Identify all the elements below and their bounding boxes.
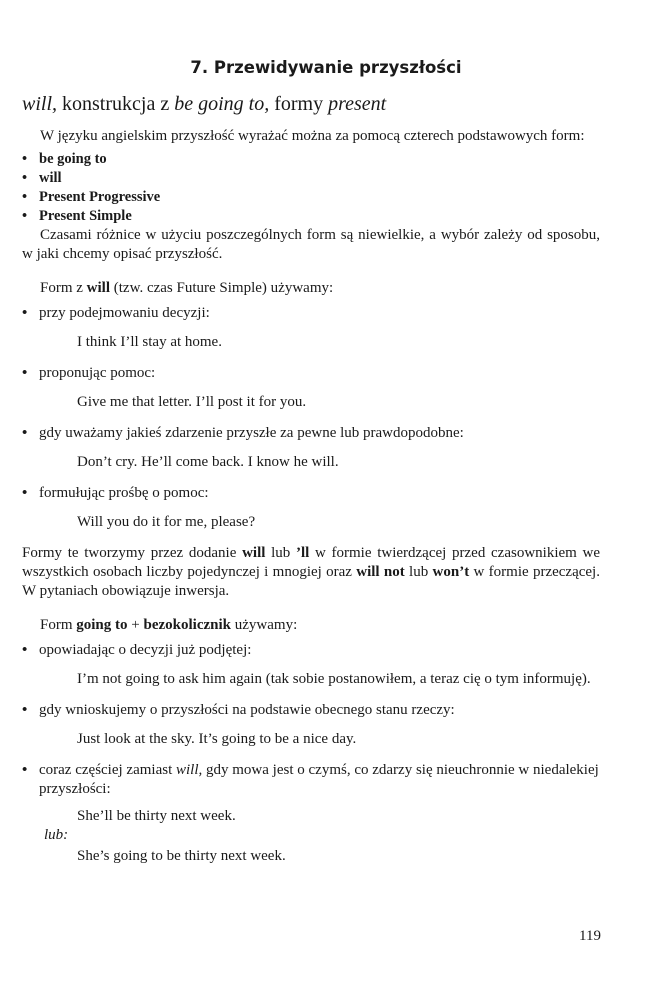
rule-bold: will not <box>356 564 405 580</box>
or-label: lub: <box>44 827 69 843</box>
going-use-inevitable <box>22 761 600 799</box>
example-sentence: Don’t cry. He’ll come back. I know he will. <box>77 454 339 470</box>
page-body <box>22 58 600 866</box>
heading-text-1: konstrukcja z <box>57 93 175 115</box>
heading-be-going-to: be going to, <box>174 93 270 115</box>
rule-bold: will <box>242 545 266 561</box>
section-heading <box>22 95 600 114</box>
list-item: • will <box>22 169 600 188</box>
heading-will: will, <box>22 93 58 115</box>
rule-text: lub <box>404 564 433 580</box>
use-text: coraz częściej zamiast <box>39 762 176 778</box>
rule-text: w formie twierdzącej przed czasownikiem we wszystkich osobach liczby pojedynczej i mnogiej oraz <box>22 545 600 580</box>
example-sentence: She’s going to be thirty next week. <box>77 848 286 864</box>
will-lead-text: Form z <box>40 280 87 296</box>
will-use-request: • formułując prośbę o pomoc: <box>22 484 600 503</box>
example-sentence: I think I’ll stay at home. <box>77 334 222 350</box>
will-lead-bold: will <box>86 280 111 296</box>
rule-text: lub <box>265 545 296 561</box>
example-sentence: Give me that letter. I’ll post it for you. <box>77 394 307 410</box>
going-lead-text-2: używamy: <box>231 617 298 633</box>
going-lead-bold-2: bezokolicznik <box>143 617 232 633</box>
will-rule-paragraph <box>22 544 600 601</box>
intro-paragraph: W języku angielskim przyszłość wyrażać można za pomocą czterech podstawowych form: <box>40 128 585 144</box>
going-lead-plus: + <box>127 617 144 633</box>
rule-bold: ’ll <box>295 545 310 561</box>
use-text-2: gdy mowa jest o czymś, co zdarzy się nieuchronnie w niedalekiej przyszłości: <box>39 762 599 797</box>
will-lead <box>22 279 600 298</box>
forms-list <box>22 150 600 226</box>
going-use-decision: • opowiadając o decyzji już podjętej: <box>22 641 600 660</box>
heading-present: present <box>328 93 387 115</box>
going-lead-text: Form <box>40 617 77 633</box>
use-italic: will, <box>176 762 203 778</box>
list-item: • be going to <box>22 150 600 169</box>
example-sentence: Will you do it for me, please? <box>77 514 256 530</box>
going-lead <box>22 616 600 635</box>
rule-text: w formie przeczącej. W pytaniach obowiązuje inwersja. <box>22 564 600 599</box>
will-lead-text-2: (tzw. czas Future Simple) używamy: <box>110 280 334 296</box>
going-use-evidence: • gdy wnioskujemy o przyszłości na podstawie obecnego stanu rzeczy: <box>22 701 600 720</box>
list-item: • Present Progressive <box>22 188 600 207</box>
rule-text: Formy te tworzymy przez dodanie <box>22 545 243 561</box>
going-lead-bold: going to <box>76 617 128 633</box>
example-sentence: I’m not going to ask him again (tak sobie postanowiłem, a teraz cię o tym informuję). <box>77 671 591 687</box>
example-sentence: Just look at the sky. It’s going to be a nice day. <box>77 731 357 747</box>
will-use-decision: • przy podejmowaniu decyzji: <box>22 304 600 323</box>
example-sentence: She’ll be thirty next week. <box>77 808 236 824</box>
list-item: • Present Simple <box>22 207 600 226</box>
rule-bold: won’t <box>432 564 470 580</box>
will-use-offer: • proponując pomoc: <box>22 364 600 383</box>
chapter-title: 7. Przewidywanie przyszłości <box>190 58 462 77</box>
note-paragraph: Czasami różnice w użyciu poszczególnych form są niewielkie, a wybór zależy od sposobu, w jaki chcemy opisać przyszłość. <box>22 227 600 262</box>
will-use-prediction: • gdy uważamy jakieś zdarzenie przyszłe za pewne lub prawdopodobne: <box>22 424 600 443</box>
page-number: 119 <box>579 928 601 944</box>
heading-text-2: formy <box>269 93 329 115</box>
